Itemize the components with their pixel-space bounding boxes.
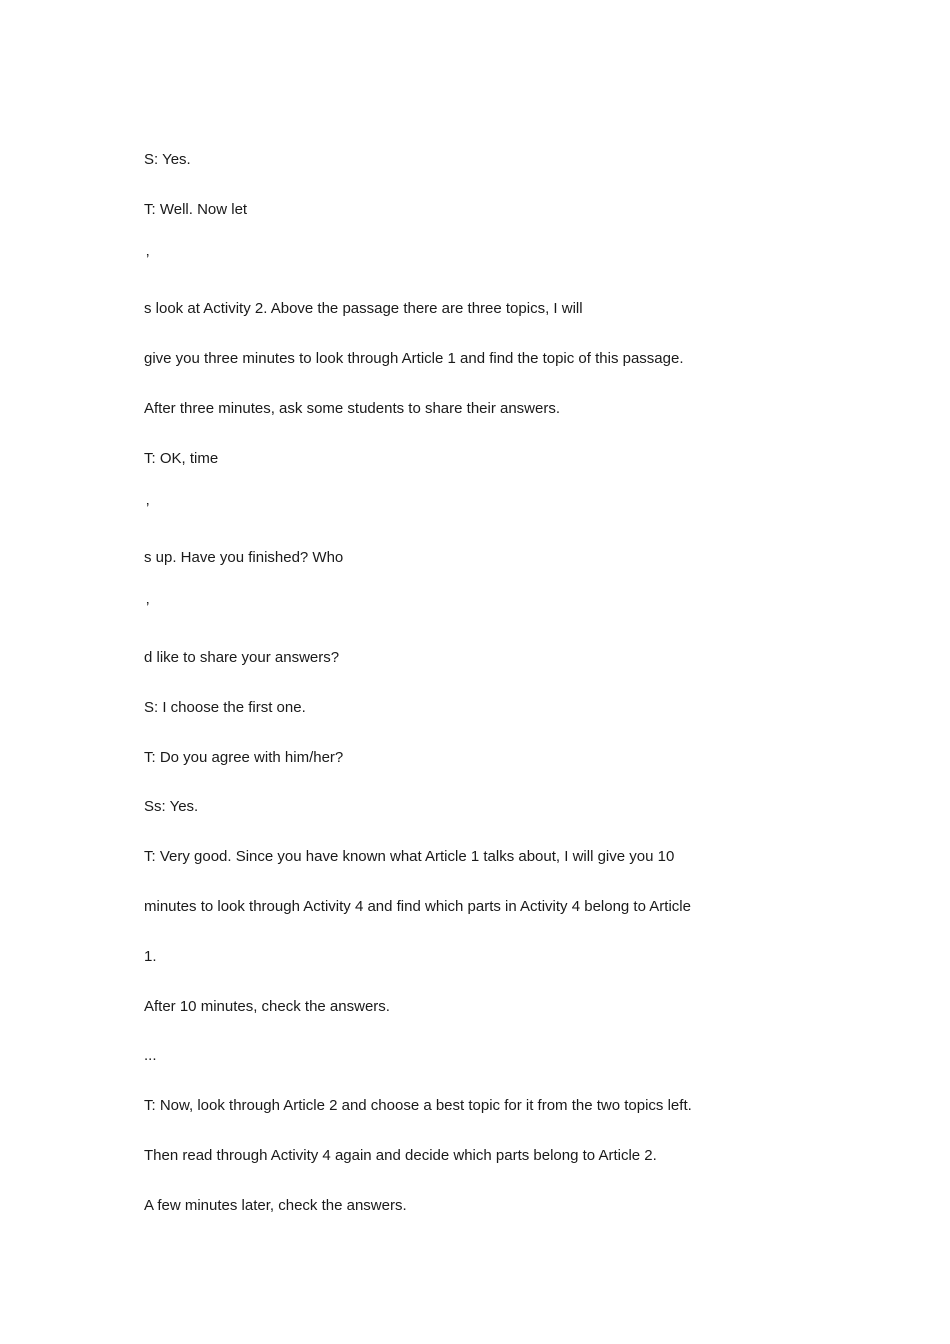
text-line: Then read through Activity 4 again and decide which parts belong to Article 2. — [144, 1146, 657, 1164]
text-line: 1. — [144, 947, 157, 965]
document-body — [144, 150, 784, 1246]
text-line: After three minutes, ask some students to share their answers. — [144, 399, 561, 417]
text-line: Ss: Yes. — [144, 798, 199, 816]
text-line: S: Yes. — [144, 151, 191, 168]
text-line: A few minutes later, check the answers. — [144, 1196, 407, 1214]
text-line: T: Well. Now let — [144, 200, 248, 218]
ellipsis-line: ... — [144, 1047, 157, 1065]
text-line: T: Do you agree with him/her? — [144, 748, 344, 766]
text-line: T: Now, look through Article 2 and choose a best topic for it from the two topics left. — [144, 1097, 692, 1115]
apostrophe-line: ’ — [146, 250, 150, 268]
text-line: T: Very good. Since you have known what Article 1 talks about, I will give you 10 — [144, 848, 675, 866]
apostrophe-line: ’ — [146, 499, 150, 517]
text-line: S: I choose the first one. — [144, 698, 306, 716]
apostrophe-line: ’ — [146, 599, 150, 617]
text-line: T: OK, time — [144, 449, 219, 467]
text-line: minutes to look through Activity 4 and find which parts in Activity 4 belong to Article — [144, 897, 691, 915]
text-line: s look at Activity 2. Above the passage there are three topics, I will — [144, 300, 583, 318]
text-line: d like to share your answers? — [144, 648, 340, 666]
text-line: After 10 minutes, check the answers. — [144, 997, 390, 1015]
text-line: s up. Have you finished? Who — [144, 549, 344, 567]
text-line: give you three minutes to look through Article 1 and find the topic of this passage. — [144, 350, 684, 368]
